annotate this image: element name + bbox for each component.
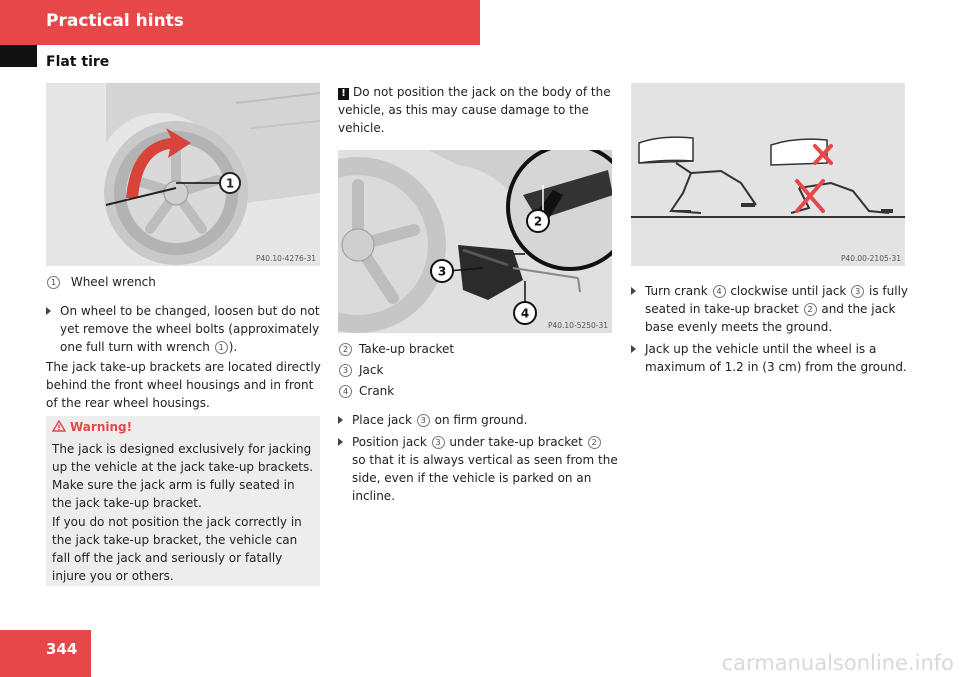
figure-jack [338,150,612,333]
legend-number: 3 [339,364,352,377]
instruction-bullet [631,282,909,336]
figure-code: P40.10-4276-31 [255,254,316,263]
legend-item [338,361,383,379]
bullet-arrow-icon [631,345,636,353]
legend-item [46,273,320,291]
warning-paragraph: The jack is designed exclusively for jacking up the vehicle at the jack take-up brackets. Make sure the jack arm is fully seated in the jack take-up bracket. [52,442,314,510]
body-paragraph: The jack take-up brackets are located directly behind the front wheel housings and in front of the rear wheel housings. [46,360,321,410]
figure-code: P40.00-2105-31 [840,254,901,263]
warning-box [46,416,320,586]
legend-text: Wheel wrench [70,275,156,289]
instruction-bullet [338,433,618,505]
wheel-wrench-illustration [46,83,320,266]
legend-number: 4 [339,385,352,398]
bullet-arrow-icon [338,416,343,424]
watermark: carmanualsonline.info [721,651,954,675]
instruction-bullet [46,302,322,356]
callout-3: 3 [437,264,447,279]
legend-text: Take-up bracket [359,342,455,356]
bullet-arrow-icon [46,307,51,315]
legend-text: Jack [359,363,384,377]
section-title: Practical hints [46,11,184,31]
callout-2: 2 [533,214,543,229]
legend-item [338,382,394,400]
subsection-title: Flat tire [46,54,110,70]
callout-4: 4 [520,306,530,321]
callout-1: 1 [225,176,235,191]
instruction-bullet [631,340,911,376]
warning-title: Warning! [52,420,132,434]
bullet-text: On wheel to be changed, loosen but do not yet remove the wheel bolts (approximately one full turn with wrench 1 ). [60,304,320,354]
jack-illustration [338,150,612,333]
legend-number: 2 [339,343,352,356]
bullet-text: Turn crank 4 clockwise until jack 3 is fully seated in take-up bracket 2 and the jack base evenly meets the ground. [645,284,909,334]
legend-item [338,340,454,358]
warning-paragraph: If you do not position the jack correctly in the jack take-up bracket, the vehicle can fall off the jack and seriously or fatally injure you or others. [52,515,302,583]
figure-code: P40.10-5250-31 [547,321,608,330]
figure-wheel-wrench [46,83,320,266]
notice-icon: ! [338,88,349,100]
figure-jack-position [631,83,905,266]
bullet-arrow-icon [631,287,636,295]
warning-triangle-icon [52,420,66,432]
legend-number: 1 [47,276,60,289]
instruction-bullet [338,411,616,429]
jack-position-illustration [631,83,905,266]
bullet-text: Jack up the vehicle until the wheel is a maximum of 1.2 in (3 cm) from the ground. [645,342,907,374]
bullet-text: Place jack 3 on firm ground. [352,413,528,427]
legend-text: Crank [359,384,395,398]
bullet-text: Position jack 3 under take-up bracket 2 so that it is always vertical as seen from the side, even if the vehicle is parked on an incline. [352,435,618,503]
page-number: 344 [46,640,78,658]
notice: ! Do not position the jack on the body of the vehicle, as this may cause damage to the vehicle. [338,85,611,135]
bullet-arrow-icon [338,438,343,446]
header-tab [0,45,37,67]
